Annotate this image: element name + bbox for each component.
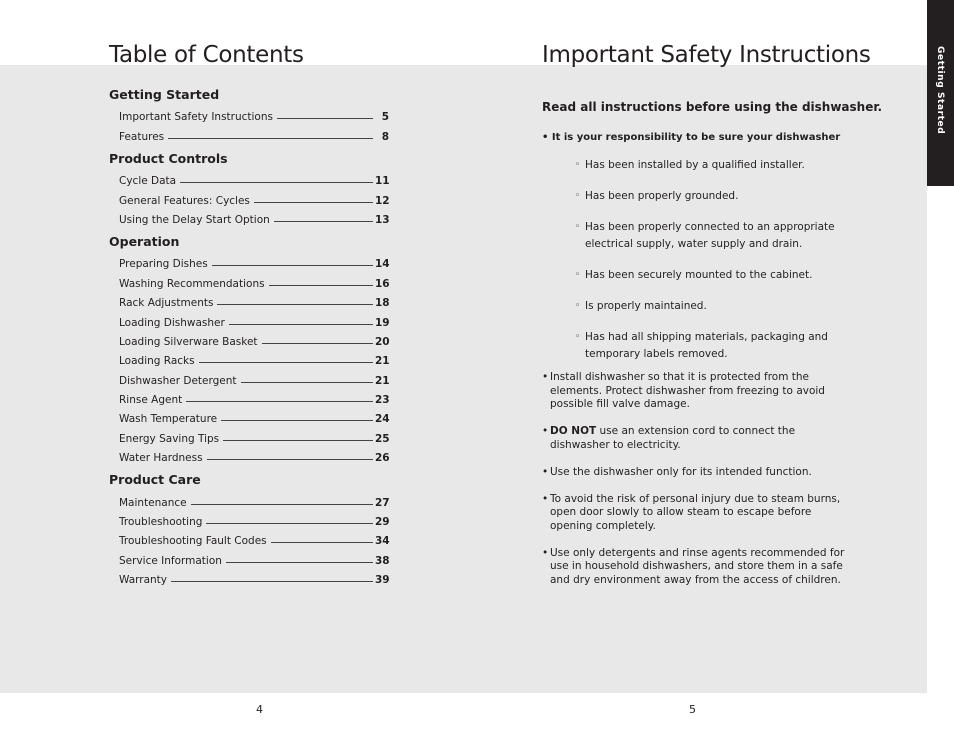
toc-leader-line: [271, 542, 373, 543]
checklist-item: ◦ Has been installed by a qualified installer.: [575, 157, 835, 174]
toc-leader-line: [221, 420, 373, 421]
toc-leader-line: [226, 562, 373, 563]
toc-leader-line: [207, 459, 373, 460]
checklist-item: ◦ Has been properly grounded.: [575, 188, 835, 205]
toc-leader-line: [254, 202, 373, 203]
toc-entry[interactable]: [119, 406, 389, 425]
safety-title: Important Safety Instructions: [542, 42, 871, 68]
toc-leader-line: [269, 285, 373, 286]
toc-entry-label: Rack Adjustments: [119, 297, 214, 310]
page-number-left: 4: [256, 703, 263, 716]
toc-leader-line: [217, 304, 373, 305]
toc-leader-line: [171, 581, 373, 582]
toc-section-heading: Product Care: [109, 472, 201, 488]
toc-entry[interactable]: [119, 187, 389, 206]
toc-entry[interactable]: [119, 367, 389, 386]
toc-leader-line: [186, 401, 373, 402]
toc-entry-label: Features: [119, 130, 165, 143]
toc-entry-page: 24: [375, 413, 390, 426]
toc-entry-page: 34: [375, 535, 390, 548]
toc-entry[interactable]: [119, 387, 389, 406]
safety-bullet-text: To avoid the risk of personal injury due to steam burns, open door slowly to allow steam to escape before opening completely.: [550, 492, 841, 532]
toc-section: [109, 85, 389, 143]
safety-intro: Read all instructions before using the dishwasher.: [542, 100, 883, 114]
toc-entry[interactable]: [119, 104, 389, 123]
toc-entry-page: 16: [375, 277, 390, 290]
toc-entry-page: 5: [381, 111, 389, 124]
toc-entry[interactable]: [119, 489, 389, 508]
toc-entry-page: 20: [375, 335, 390, 348]
toc-section-heading: Getting Started: [109, 87, 220, 102]
toc-entry-page: 21: [375, 355, 390, 368]
toc-entry-page: 18: [375, 297, 390, 310]
toc-leader-line: [168, 138, 373, 139]
toc-entry-list: [109, 168, 389, 226]
toc-entry-list: [109, 489, 389, 586]
toc-section-heading: Product Controls: [109, 150, 228, 166]
toc-entry-page: 26: [375, 452, 390, 465]
toc-entry[interactable]: [119, 270, 389, 289]
toc-entry-label: Rinse Agent: [119, 394, 183, 407]
toc-entry[interactable]: [119, 348, 389, 367]
toc-section: [109, 470, 389, 586]
toc-entry-page: 39: [375, 574, 390, 587]
toc-title: Table of Contents: [109, 42, 304, 68]
toc-leader-line: [191, 504, 373, 505]
toc-leader-line: [223, 440, 373, 441]
toc-entry-page: 25: [375, 432, 390, 445]
toc-entry-page: 23: [375, 394, 390, 407]
toc-entry-label: Cycle Data: [119, 175, 177, 188]
toc-entry[interactable]: [119, 528, 389, 547]
toc-entry[interactable]: [119, 567, 389, 586]
toc-entry-page: 12: [375, 194, 390, 207]
toc-entry-label: Washing Recommendations: [119, 277, 265, 290]
checklist-item: ◦ Has been properly connected to an appropriate electrical supply, water supply and drain.: [575, 219, 835, 253]
toc-entry-label: General Features: Cycles: [119, 194, 250, 207]
toc-leader-line: [277, 118, 373, 119]
safety-bullet: [542, 466, 847, 480]
toc-leader-line: [241, 382, 373, 383]
toc-entry-list: [109, 251, 389, 464]
toc-section: [109, 149, 389, 226]
toc-leader-line: [212, 265, 373, 266]
toc-entry[interactable]: [119, 168, 389, 187]
toc-entry[interactable]: [119, 309, 389, 328]
toc-entry-label: Maintenance: [119, 496, 187, 509]
toc-entry-page: 13: [375, 213, 390, 226]
toc-entry-page: 14: [375, 258, 390, 271]
safety-bullet: [542, 493, 847, 534]
toc-entry-label: Loading Racks: [119, 355, 195, 368]
safety-bullet: [542, 547, 847, 588]
safety-bullet-text: Install dishwasher so that it is protected from the elements. Protect dishwasher from freezing to avoid possible fill valve damage.: [550, 371, 825, 410]
toc-entry[interactable]: [119, 290, 389, 309]
toc-entry-label: Troubleshooting: [119, 516, 203, 529]
toc-entry[interactable]: [119, 547, 389, 566]
checklist-item: ◦ Has had all shipping materials, packaging and temporary labels removed.: [575, 329, 835, 363]
toc-leader-line: [274, 221, 373, 222]
table-of-contents: [109, 85, 389, 592]
toc-entry-page: 21: [375, 374, 390, 387]
page-number-right: 5: [689, 703, 696, 716]
toc-entry-label: Important Safety Instructions: [119, 111, 273, 124]
toc-entry-label: Loading Silverware Basket: [119, 335, 258, 348]
side-tab-label: Getting Started: [935, 46, 945, 135]
safety-bullet: [542, 371, 847, 412]
toc-entry-label: Service Information: [119, 554, 222, 567]
safety-bullet-text: Use the dishwasher only for its intended function.: [550, 465, 812, 478]
safety-bullet-text: Use only detergents and rinse agents recommended for use in household dishwashers, and store them in a safe and dry environment away from the access of children.: [550, 546, 845, 586]
toc-entry-label: Preparing Dishes: [119, 258, 208, 271]
toc-entry[interactable]: [119, 123, 389, 142]
toc-entry-label: Warranty: [119, 574, 168, 587]
safety-bullet-text: use an extension cord to connect the dishwasher to electricity.: [550, 425, 796, 451]
toc-entry-label: Using the Delay Start Option: [119, 213, 270, 226]
safety-bullet: [542, 425, 847, 452]
toc-entry[interactable]: [119, 207, 389, 226]
toc-entry-page: 29: [375, 516, 390, 529]
responsibility-statement: • It is your responsibility to be sure your dishwasher: [542, 132, 841, 143]
toc-entry-page: 8: [381, 130, 389, 143]
checklist-item: ◦ Has been securely mounted to the cabinet.: [575, 267, 835, 284]
responsibility-checklist: [575, 157, 835, 377]
toc-leader-line: [262, 343, 373, 344]
toc-leader-line: [229, 324, 373, 325]
toc-entry[interactable]: [119, 251, 389, 270]
toc-entry-list: [109, 104, 389, 143]
toc-entry-page: 19: [375, 316, 390, 329]
toc-section: [109, 232, 389, 464]
toc-entry-page: 38: [375, 554, 390, 567]
toc-leader-line: [199, 362, 373, 363]
toc-entry[interactable]: [119, 329, 389, 348]
toc-entry[interactable]: [119, 509, 389, 528]
toc-section-heading: Operation: [109, 233, 180, 249]
toc-entry-page: 11: [375, 175, 390, 188]
safety-bullet-emphasis: DO NOT: [550, 425, 597, 437]
toc-entry-label: Wash Temperature: [119, 413, 218, 426]
toc-entry-label: Water Hardness: [119, 452, 203, 465]
toc-entry-label: Loading Dishwasher: [119, 316, 225, 329]
toc-entry[interactable]: [119, 445, 389, 464]
toc-entry[interactable]: [119, 425, 389, 444]
toc-leader-line: [180, 182, 373, 183]
safety-bullet-list: [542, 371, 847, 601]
checklist-item: ◦ Is properly maintained.: [575, 298, 835, 315]
toc-leader-line: [206, 523, 373, 524]
toc-entry-label: Troubleshooting Fault Codes: [119, 535, 267, 548]
toc-entry-label: Dishwasher Detergent: [119, 374, 237, 387]
toc-entry-label: Energy Saving Tips: [119, 432, 220, 445]
toc-entry-page: 27: [375, 496, 390, 509]
